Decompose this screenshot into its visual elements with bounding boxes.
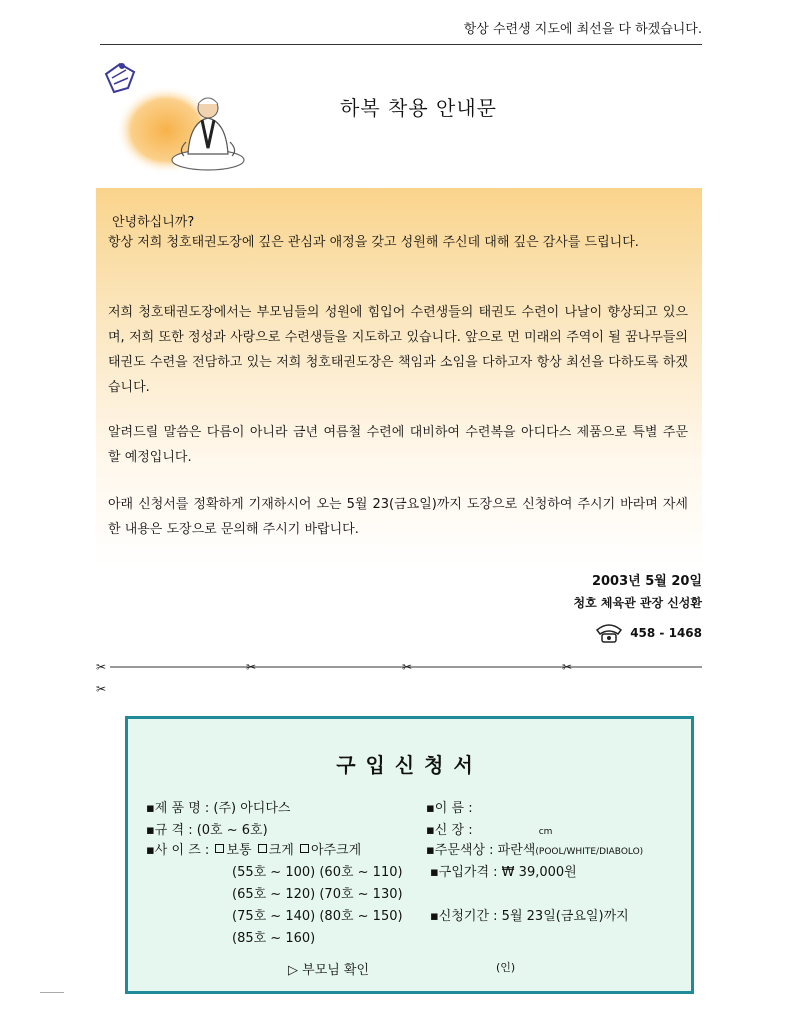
- cut-line: [96, 661, 702, 673]
- notice-panel: [96, 188, 702, 568]
- header-illustration: [100, 58, 250, 176]
- size-range: (75호 ~ 140) (80호 ~ 150): [232, 909, 403, 924]
- svg-text:✂: ✂: [96, 661, 107, 673]
- height-unit: cm: [538, 827, 553, 837]
- header-rule: [100, 44, 702, 45]
- color-row: [426, 839, 643, 858]
- page-mark: [40, 992, 64, 993]
- size-checkbox-large[interactable]: [258, 844, 267, 853]
- scissors-icon: [562, 661, 572, 673]
- notice-paragraph-3: 알려드릴 말씀은 다름이 아니라 금년 여름철 수련에 대비하여 수련복을 아디다스 제품으로 특별 주문 할 예정입니다.: [108, 425, 688, 465]
- period-label: ▪신청기간 : 5월 23일(금요일)까지: [430, 909, 629, 924]
- document-title: 하복 착용 안내문: [340, 96, 497, 120]
- scissors-icon: [96, 661, 106, 673]
- phone-number: 458 - 1468: [630, 626, 702, 640]
- scissors-icon: [402, 661, 412, 673]
- svg-text:✂: ✂: [246, 661, 257, 673]
- size-option-xlarge: 아주크게: [310, 843, 362, 858]
- slogan: 항상 수련생 지도에 최선을 다 하겠습니다.: [463, 22, 702, 37]
- signer: 청호 체육관 관장 신성환: [573, 596, 702, 610]
- notice-date: 2003년 5월 20일: [591, 574, 702, 589]
- scissors-icon: [96, 683, 106, 695]
- phone-line: [594, 622, 702, 644]
- color-detail: (POOL/WHITE/DIABOLO): [535, 847, 644, 857]
- height-row: [426, 819, 552, 838]
- size-range: (55호 ~ 100) (60호 ~ 110): [232, 865, 403, 880]
- spec-label: ▪규 격 : (0호 ~ 6호): [146, 823, 268, 838]
- size-label: ▪사 이 즈 :: [146, 843, 210, 858]
- notice-paragraph-4: 아래 신청서를 정확하게 기재하시어 오는 5월 23(금요일)까지 도장으로 신청하여 주시기 바라며 자세한 내용은 도장으로 문의해 주시기 바랍니다.: [108, 497, 688, 537]
- size-range: (85호 ~ 160): [232, 931, 316, 946]
- color-label: ▪주문색상 : 파란색: [426, 843, 536, 858]
- size-option-normal: 보통: [226, 843, 252, 858]
- parent-confirm: ▷ 부모님 확인: [288, 963, 370, 978]
- height-label: ▪신 장 :: [426, 823, 473, 838]
- size-checkbox-normal[interactable]: [215, 844, 224, 853]
- size-checkbox-xlarge[interactable]: [300, 844, 309, 853]
- svg-text:✂: ✂: [562, 661, 573, 673]
- name-label: ▪이 름 :: [426, 801, 473, 816]
- svg-text:✂: ✂: [96, 683, 107, 695]
- cut-line-2: [96, 683, 702, 695]
- bird-mascot-icon: [106, 63, 134, 92]
- phone-icon: [594, 622, 624, 644]
- greeting: 안녕하십니까?: [112, 215, 195, 230]
- seal-mark: (인): [496, 961, 516, 974]
- form-title: 구입신청서: [336, 753, 483, 777]
- application-form: [125, 716, 694, 994]
- scissors-icon: [246, 661, 256, 673]
- size-row: [146, 839, 361, 858]
- notice-paragraph-1: 항상 저희 청호태권도장에 깊은 관심과 애정을 갖고 성원해 주신데 대해 깊은 감사를 드립니다.: [108, 235, 639, 250]
- product-label: ▪제 품 명 : (주) 아디다스: [146, 801, 291, 816]
- size-range: (65호 ~ 120) (70호 ~ 130): [232, 887, 403, 902]
- svg-text:✂: ✂: [402, 661, 413, 673]
- size-option-large: 크게: [268, 843, 294, 858]
- notice-paragraph-2: 저희 청호태권도장에서는 부모님들의 성원에 힘입어 수련생들의 태권도 수련이 나날이 향상되고 있으며, 저희 또한 정성과 사랑으로 수련생들을 지도하고 있습니다. 앞으로 먼 미래의 주역이 될 꿈나무들의 태권도 수련을 전담하고 있는 저희 청호태권도장은 책임과 소임을 다하고자 항상 최선을 다하도록 하겠습니다.: [108, 305, 688, 395]
- price-label: ▪구입가격 : ₩ 39,000원: [430, 865, 577, 880]
